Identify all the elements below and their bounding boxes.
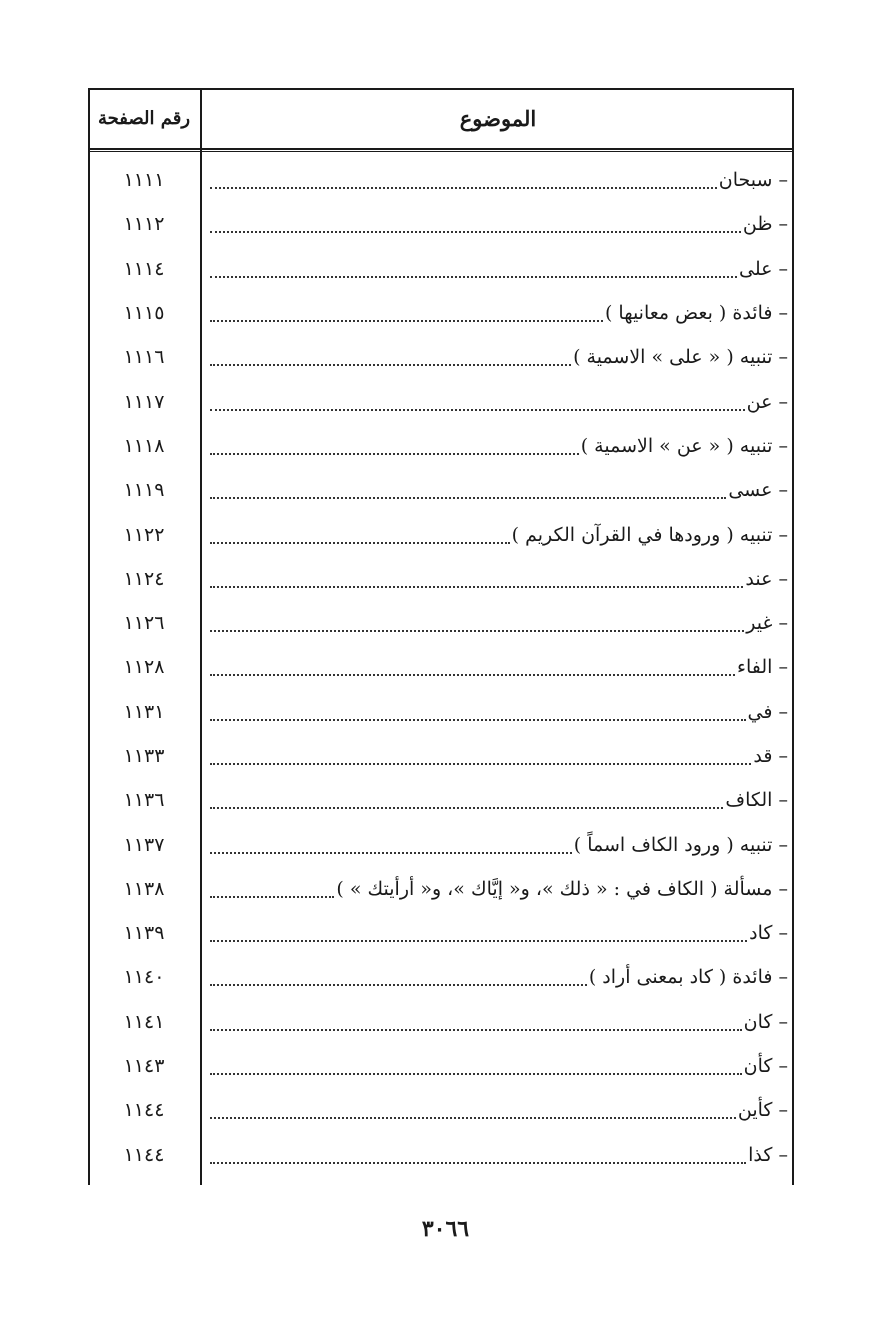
entry-page-number: ١١٢٢ [123, 523, 165, 546]
entry-topic: – الكاف [725, 789, 788, 812]
entry-topic-cell [208, 690, 788, 734]
dot-leader [210, 1073, 742, 1075]
dot-leader [210, 276, 737, 278]
dot-leader [210, 231, 741, 233]
entries-list [88, 158, 794, 1177]
entry-page-number: ١١٢٤ [123, 567, 165, 590]
entry-page-number: ١١١٥ [123, 302, 165, 325]
entry-topic: – تنبيه ( « على » الاسمية ) [573, 346, 788, 369]
dot-leader [210, 763, 751, 765]
entry-topic: – فائدة ( بعض معانيها ) [604, 302, 788, 325]
dot-leader [210, 409, 745, 411]
entry-page-number: ١١٢٨ [123, 656, 165, 679]
entry-page-number: ١١١١ [123, 169, 165, 192]
entry-topic: – عن [746, 390, 788, 413]
dot-leader [210, 1029, 742, 1031]
entry-page-number: ١١١٨ [123, 434, 165, 457]
dot-leader [210, 453, 579, 455]
entry-topic-cell [208, 734, 788, 778]
entry-page-number: ١١١٦ [123, 346, 165, 369]
dot-leader [210, 807, 723, 809]
entry-topic-cell [208, 202, 788, 246]
list-item [88, 335, 794, 379]
entry-topic-cell [208, 1133, 788, 1177]
dot-leader [210, 187, 717, 189]
entry-topic-cell [208, 911, 788, 955]
dot-leader [210, 1162, 746, 1164]
entry-topic: – كأين [737, 1099, 788, 1122]
entry-page-number: ١١٢٦ [123, 612, 165, 635]
entry-topic-cell [208, 867, 788, 911]
list-item [88, 690, 794, 734]
list-item [88, 911, 794, 955]
entry-page-number: ١١٣٦ [123, 789, 165, 812]
list-item [88, 291, 794, 335]
entry-topic: – في [747, 700, 788, 723]
entry-topic: – كان [743, 1010, 788, 1033]
list-item [88, 822, 794, 866]
entry-page-number: ١١٤٤ [123, 1143, 165, 1166]
entry-topic: – الفاء [737, 656, 788, 679]
entry-topic: – تنبيه ( ورود الكاف اسماً ) [573, 833, 788, 856]
dot-leader [210, 719, 746, 721]
entry-topic-cell [208, 645, 788, 689]
entry-topic-cell [208, 158, 788, 202]
dot-leader [210, 364, 571, 366]
entry-topic-cell [208, 379, 788, 423]
list-item [88, 955, 794, 999]
entry-topic: – عسى [728, 479, 788, 502]
entry-page-number: ١١٣٧ [123, 833, 165, 856]
list-item [88, 158, 794, 202]
entry-page-number: ١١١٧ [123, 390, 165, 413]
entry-topic-cell [208, 557, 788, 601]
entry-topic: – سبحان [718, 169, 788, 192]
entry-topic-cell [208, 468, 788, 512]
entry-page-number: ١١٤٠ [123, 966, 165, 989]
dot-leader [210, 940, 747, 942]
entry-topic: – فائدة ( كاد بمعنى أراد ) [588, 966, 788, 989]
list-item [88, 778, 794, 822]
list-item [88, 1000, 794, 1044]
entry-topic-cell [208, 601, 788, 645]
entry-page-number: ١١٣٣ [123, 745, 165, 767]
list-item [88, 1044, 794, 1088]
dot-leader [210, 630, 744, 632]
dot-leader [210, 320, 603, 322]
entry-page-number: ١١١٤ [123, 257, 165, 280]
entry-topic-cell [208, 778, 788, 822]
entry-topic: – كأن [743, 1055, 788, 1078]
dot-leader [210, 586, 743, 588]
table-of-contents [88, 88, 794, 1185]
list-item [88, 424, 794, 468]
entry-topic-cell [208, 1000, 788, 1044]
page-column-header: رقم الصفحة [98, 107, 191, 129]
entry-topic: – كاد [749, 922, 788, 945]
topic-column-header: الموضوع [459, 105, 537, 131]
entry-topic: – ظن [742, 213, 788, 236]
entry-topic-cell [208, 291, 788, 335]
dot-leader [210, 852, 572, 854]
entry-topic-cell [208, 1044, 788, 1088]
list-item [88, 734, 794, 778]
list-item [88, 557, 794, 601]
entry-topic: – غير [746, 612, 788, 635]
list-item [88, 247, 794, 291]
list-item [88, 468, 794, 512]
entry-topic-cell [208, 424, 788, 468]
entry-topic: – تنبيه ( ورودها في القرآن الكريم ) [511, 523, 788, 546]
dot-leader [210, 497, 726, 499]
entry-topic: – كذا [748, 1143, 788, 1166]
dot-leader [210, 896, 334, 898]
entry-page-number: ١١١٢ [123, 213, 165, 236]
entry-page-number: ١١٤٤ [123, 1099, 165, 1122]
list-item [88, 1088, 794, 1132]
entry-topic: – تنبيه ( « عن » الاسمية ) [580, 434, 788, 457]
entry-page-number: ١١٤١ [123, 1010, 165, 1033]
entry-topic: – عند [745, 567, 788, 590]
entry-topic: – مسألة ( الكاف في : « ذلك »، و« إيَّاك »، و« أرأيتك » ) [336, 877, 788, 900]
entry-topic-cell [208, 335, 788, 379]
list-item [88, 601, 794, 645]
dot-leader [210, 542, 510, 544]
list-item [88, 645, 794, 689]
list-item [88, 867, 794, 911]
header-rule-double [88, 151, 794, 152]
entry-topic-cell [208, 247, 788, 291]
list-item [88, 379, 794, 423]
list-item [88, 202, 794, 246]
entry-topic-cell [208, 512, 788, 556]
footer-page-number: ٣٠٦٦ [421, 1216, 470, 1242]
dot-leader [210, 1117, 736, 1119]
list-item [88, 1133, 794, 1177]
dot-leader [210, 984, 587, 986]
entry-page-number: ١١٣٨ [123, 877, 165, 900]
entry-topic: – على [738, 257, 788, 280]
entry-page-number: ١١٣٩ [123, 922, 165, 945]
dot-leader [210, 674, 735, 676]
header-rule [88, 148, 794, 150]
entry-page-number: ١١٤٣ [123, 1055, 165, 1078]
entry-topic-cell [208, 1088, 788, 1132]
entry-topic-cell [208, 822, 788, 866]
entry-topic: – قد [753, 745, 788, 767]
entry-page-number: ١١١٩ [123, 479, 165, 502]
list-item [88, 512, 794, 556]
entry-page-number: ١١٣١ [123, 700, 165, 723]
entry-topic-cell [208, 955, 788, 999]
